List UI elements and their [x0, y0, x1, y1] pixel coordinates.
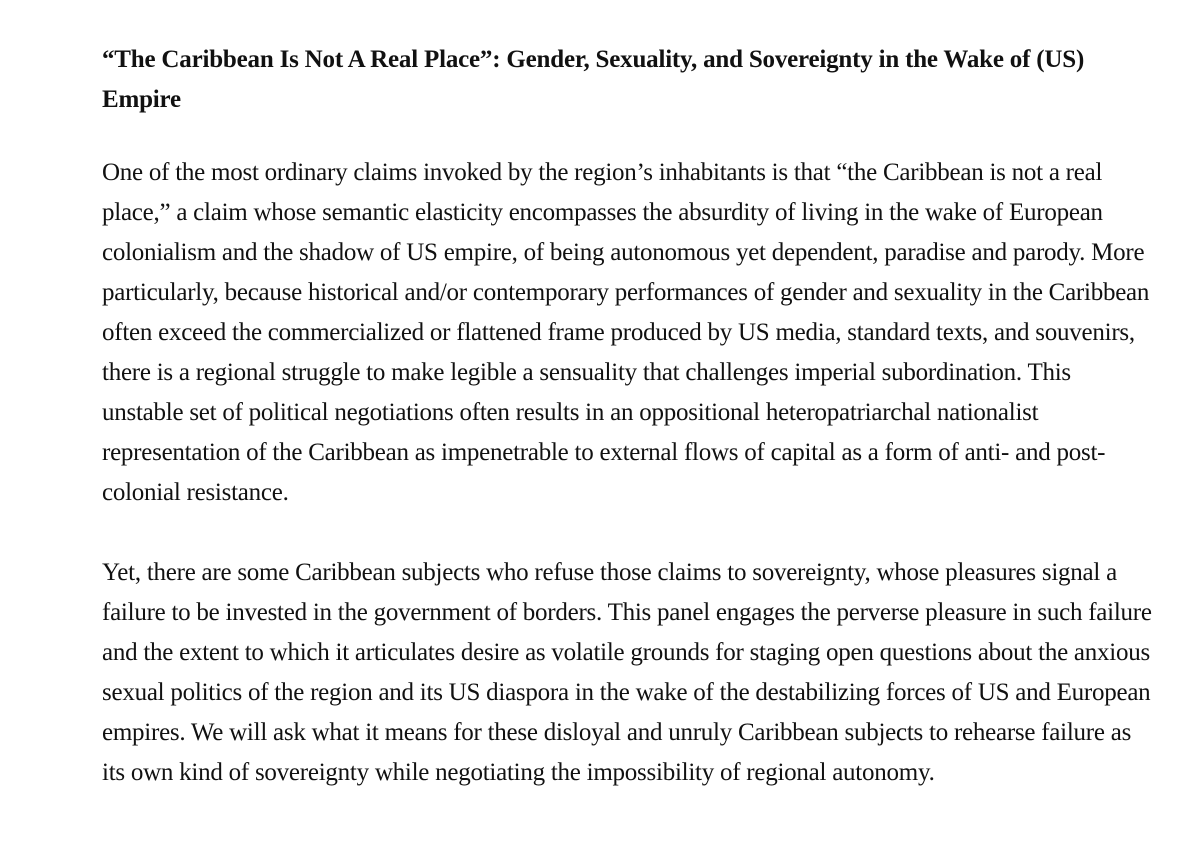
paragraph-1: One of the most ordinary claims invoked by the region’s inhabitants is that “the Caribbean is not a real place,” a claim whose semantic elasticity encompasses the absurdity of living in the wake of European colonialism and the shadow of US empire, of being autonomous yet dependent, paradise and parody. More particularly, because historical and/or contemporary performances of gender and sexuality in the Caribbean often exceed the commercialized or flattened frame produced by US media, standard texts, and souvenirs, there is a regional struggle to make legible a sensuality that challenges imperial subordination. This unstable set of political negotiations often results in an oppositional heteropatriarchal nationalist representation of the Caribbean as impenetrable to external flows of capital as a form of anti- and post-colonial resistance.	[102, 159, 1150, 506]
document-body	[102, 40, 1152, 833]
document-title: “The Caribbean Is Not A Real Place”: Gender, Sexuality, and Sovereignty in the Wake of (US) Empire	[102, 46, 1085, 113]
paragraph-2: Yet, there are some Caribbean subjects who refuse those claims to sovereignty, whose pleasures signal a failure to be invested in the government of borders. This panel engages the perverse pleasure in such failure and the extent to which it articulates desire as volatile grounds for staging open questions about the anxious sexual politics of the region and its US diaspora in the wake of the destabilizing forces of US and European empires. We will ask what it means for these disloyal and unruly Caribbean subjects to rehearse failure as its own kind of sovereignty while negotiating the impossibility of regional autonomy.	[102, 559, 1152, 786]
